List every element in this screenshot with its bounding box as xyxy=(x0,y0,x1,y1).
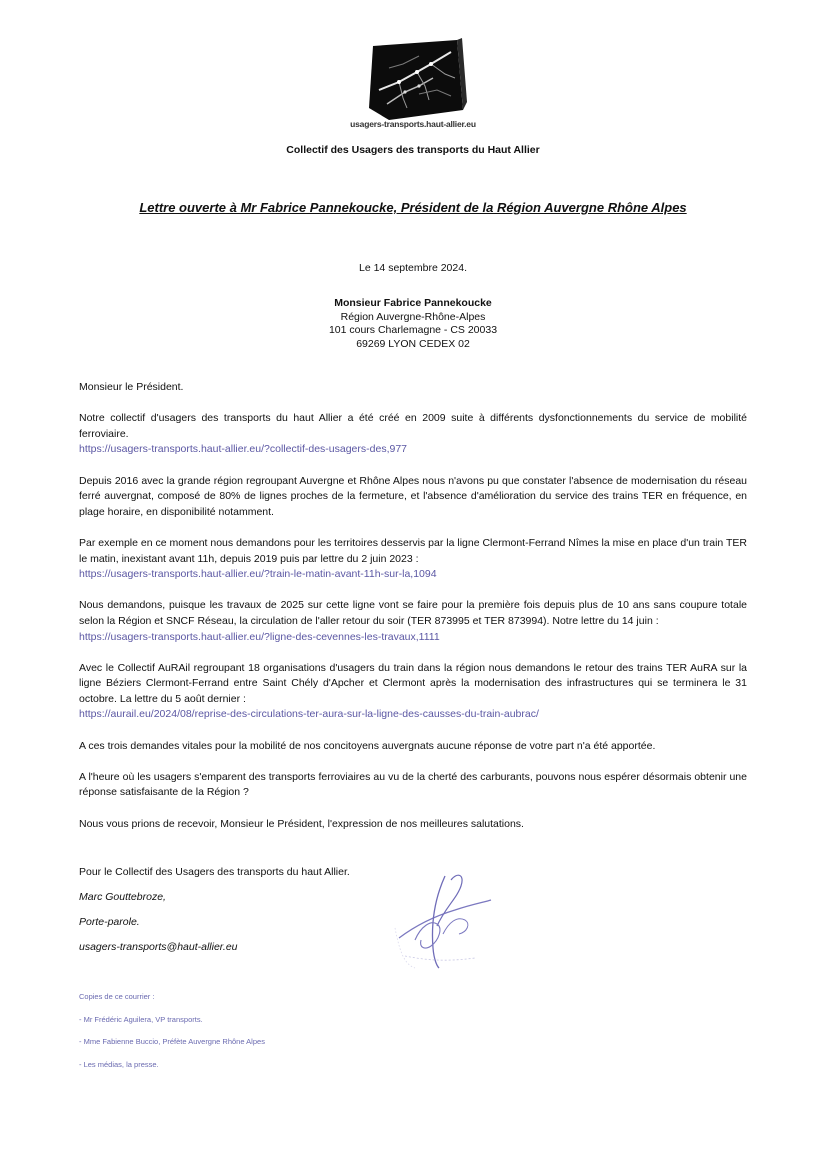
letter-title: Lettre ouverte à Mr Fabrice Pannekoucke, Président de la Région Auvergne Rhône Alpes xyxy=(139,200,687,215)
link-collectif[interactable]: https://usagers-transports.haut-allier.eu/?collectif-des-usagers-des,977 xyxy=(79,443,408,456)
paragraph: Nous vous prions de recevoir, Monsieur le Président, l'expression de nos meilleures salutations. xyxy=(79,817,524,830)
letter-body xyxy=(79,380,747,832)
salutation: Monsieur le Président. xyxy=(79,381,184,393)
copies-list xyxy=(79,992,265,1082)
recipient-line: Région Auvergne-Rhône-Alpes xyxy=(340,310,486,323)
copies-item: - Mr Frédéric Aguilera, VP transports. xyxy=(79,1014,203,1024)
paragraph: Notre collectif d'usagers des transports du haut Allier a été créé en 2009 suite à différents dysfonctionnements du service de mobilité ferroviaire. xyxy=(79,412,747,440)
copies-item: - Mme Fabienne Buccio, Préfète Auvergne Rhône Alpes xyxy=(79,1037,265,1046)
signature-icon xyxy=(385,868,500,970)
signer-name: Marc Gouttebroze, xyxy=(79,891,166,903)
link-travaux[interactable]: https://usagers-transports.haut-allier.eu/?ligne-des-cevennes-les-travaux,1111 xyxy=(79,630,440,643)
paragraph: A ces trois demandes vitales pour la mobilité de nos concitoyens auvergnats aucune réponse de votre part n'a été apportée. xyxy=(79,739,656,752)
copies-heading: Copies de ce courrier : xyxy=(79,992,155,1001)
recipient-line: 101 cours Charlemagne - CS 20033 xyxy=(328,324,498,337)
paragraph: Par exemple en ce moment nous demandons pour les territoires desservis par la ligne Clermont-Ferrand Nîmes la mise en place d'un train TER le matin, inexistant avant 11h, depuis 2019 puis par lettre du 2 juin 2023 : xyxy=(79,536,747,565)
recipient-line: 69269 LYON CEDEX 02 xyxy=(356,337,470,350)
recipient-address xyxy=(0,297,826,351)
organization-heading: Collectif des Usagers des transports du Haut Allier xyxy=(286,144,540,156)
copies-item: - Les médias, la presse. xyxy=(79,1059,159,1069)
paragraph: A l'heure où les usagers s'emparent des transports ferroviaires au vu de la cherté des carburants, pouvons nous espérer désormais obtenir une réponse satisfaisante de la Région ? xyxy=(79,770,747,799)
closing-block xyxy=(79,866,350,966)
paragraph: Depuis 2016 avec la grande région regroupant Auvergne et Rhône Alpes nous n'avons pu que constater l'absence de modernisation du réseau ferré auvergnat, composé de 80% de lignes proches de la fermeture, et l'absence d'amélioration du service des trains TER en fréquence, en plage horaire, en disponibilité notamment. xyxy=(79,474,747,518)
contact-email: usagers-transports@haut-allier.eu xyxy=(79,941,238,953)
link-train-matin[interactable]: https://usagers-transports.haut-allier.eu/?train-le-matin-avant-11h-sur-la,1094 xyxy=(79,568,437,581)
recipient-name: Monsieur Fabrice Pannekoucke xyxy=(334,297,492,309)
logo-caption: usagers-transports.haut-allier.eu xyxy=(350,119,476,129)
closing-line: Pour le Collectif des Usagers des transports du haut Allier. xyxy=(79,866,350,878)
signer-role: Porte-parole. xyxy=(79,916,140,928)
paragraph: Avec le Collectif AuRAil regroupant 18 organisations d'usagers du train dans la région nous demandons le retour des trains TER AuRA sur la ligne Béziers Clermont-Ferrand entre Saint Chély d'Apcher et Clermont après la modernisation des infrastructures qui se terminera le 31 octobre. La lettre du 5 août dernier : xyxy=(79,661,747,705)
link-aurail[interactable]: https://aurail.eu/2024/08/reprise-des-circulations-ter-aura-sur-la-ligne-des-causses-du-train-aubrac/ xyxy=(79,708,539,721)
paragraph: Nous demandons, puisque les travaux de 2025 sur cette ligne vont se faire pour la première fois depuis plus de 10 ans sans coupure totale selon la Région et SNCF Réseau, la circulation de l'aller retour du soir (TER 873995 et TER 873994). Notre lettre du 14 juin : xyxy=(79,599,747,627)
letter-date: Le 14 septembre 2024. xyxy=(359,262,467,274)
